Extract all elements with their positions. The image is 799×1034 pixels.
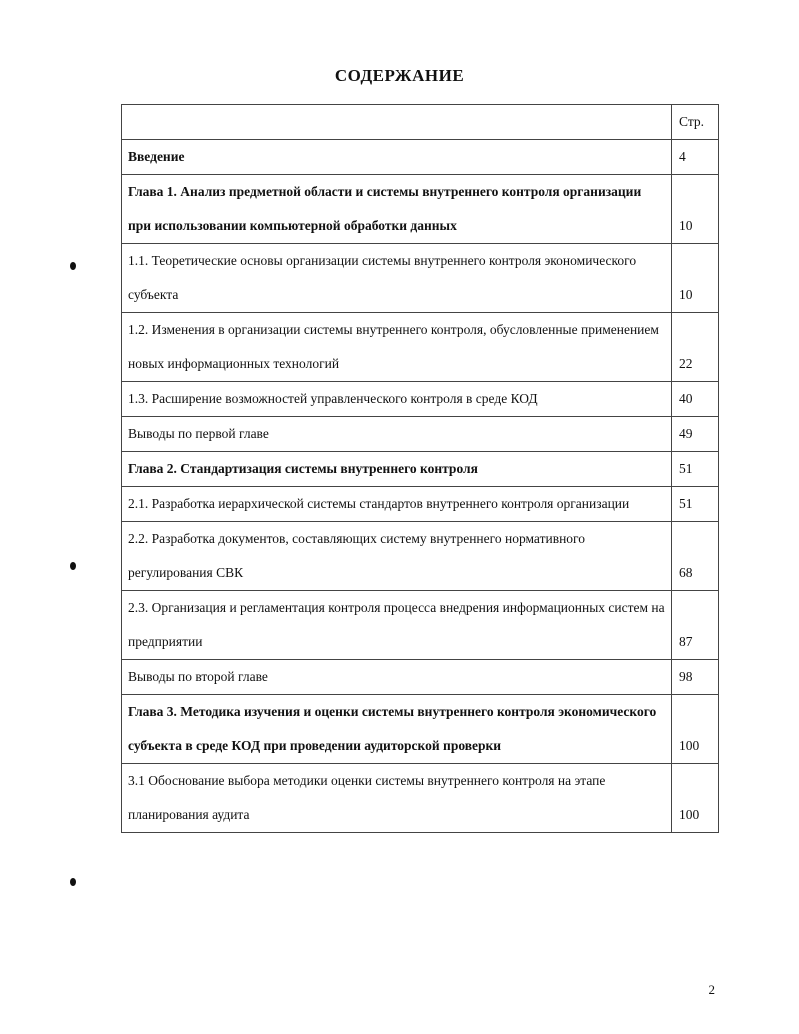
margin-mark <box>70 262 76 270</box>
toc-entry-page: 87 <box>672 591 719 660</box>
toc-table <box>121 104 719 833</box>
toc-entry-title: Глава 2. Стандартизация системы внутреннего контроля <box>122 452 672 487</box>
toc-entry-page: 10 <box>672 175 719 244</box>
toc-entry-page: 51 <box>672 452 719 487</box>
toc-entry-title: 1.2. Изменения в организации системы внутреннего контроля, обусловленные применением новых информационных технологий <box>122 313 672 382</box>
toc-entry-page: 98 <box>672 660 719 695</box>
toc-entry-page: 100 <box>672 695 719 764</box>
toc-header-title-cell <box>122 105 672 140</box>
toc-entry-page: 22 <box>672 313 719 382</box>
toc-row <box>122 591 719 660</box>
toc-entry-page: 68 <box>672 522 719 591</box>
toc-row <box>122 382 719 417</box>
toc-row <box>122 487 719 522</box>
toc-row <box>122 175 719 244</box>
toc-row <box>122 452 719 487</box>
margin-mark <box>70 562 76 570</box>
toc-entry-title: 1.3. Расширение возможностей управленческого контроля в среде КОД <box>122 382 672 417</box>
toc-row <box>122 522 719 591</box>
toc-row <box>122 417 719 452</box>
margin-mark <box>70 878 76 886</box>
toc-row <box>122 313 719 382</box>
toc-entry-page: 100 <box>672 764 719 833</box>
toc-entry-title: Выводы по второй главе <box>122 660 672 695</box>
toc-row <box>122 660 719 695</box>
toc-entry-page: 4 <box>672 140 719 175</box>
toc-header-row <box>122 105 719 140</box>
toc-row <box>122 695 719 764</box>
toc-entry-title: 2.2. Разработка документов, составляющих систему внутреннего нормативного регулирования СВК <box>122 522 672 591</box>
toc-row <box>122 764 719 833</box>
toc-entry-page: 40 <box>672 382 719 417</box>
toc-row <box>122 140 719 175</box>
toc-entry-title: Глава 3. Методика изучения и оценки системы внутреннего контроля экономического субъекта в среде КОД при проведении аудиторской проверки <box>122 695 672 764</box>
toc-entry-title: Выводы по первой главе <box>122 417 672 452</box>
page-title: СОДЕРЖАНИЕ <box>334 66 465 85</box>
toc-entry-title: 2.1. Разработка иерархической системы стандартов внутреннего контроля организации <box>122 487 672 522</box>
toc-entry-title: 1.1. Теоретические основы организации системы внутреннего контроля экономического субъекта <box>122 244 672 313</box>
toc-header-page-cell: Стр. <box>672 105 719 140</box>
toc-entry-title: Введение <box>122 140 672 175</box>
toc-entry-title: 2.3. Организация и регламентация контроля процесса внедрения информационных систем на предприятии <box>122 591 672 660</box>
toc-entry-title: Глава 1. Анализ предметной области и системы внутреннего контроля организации при использовании компьютерной обработки данных <box>122 175 672 244</box>
toc-row <box>122 244 719 313</box>
toc-entry-page: 49 <box>672 417 719 452</box>
page-number: 2 <box>708 982 715 997</box>
toc-entry-title: 3.1 Обоснование выбора методики оценки системы внутреннего контроля на этапе планирования аудита <box>122 764 672 833</box>
toc-entry-page: 51 <box>672 487 719 522</box>
toc-entry-page: 10 <box>672 244 719 313</box>
